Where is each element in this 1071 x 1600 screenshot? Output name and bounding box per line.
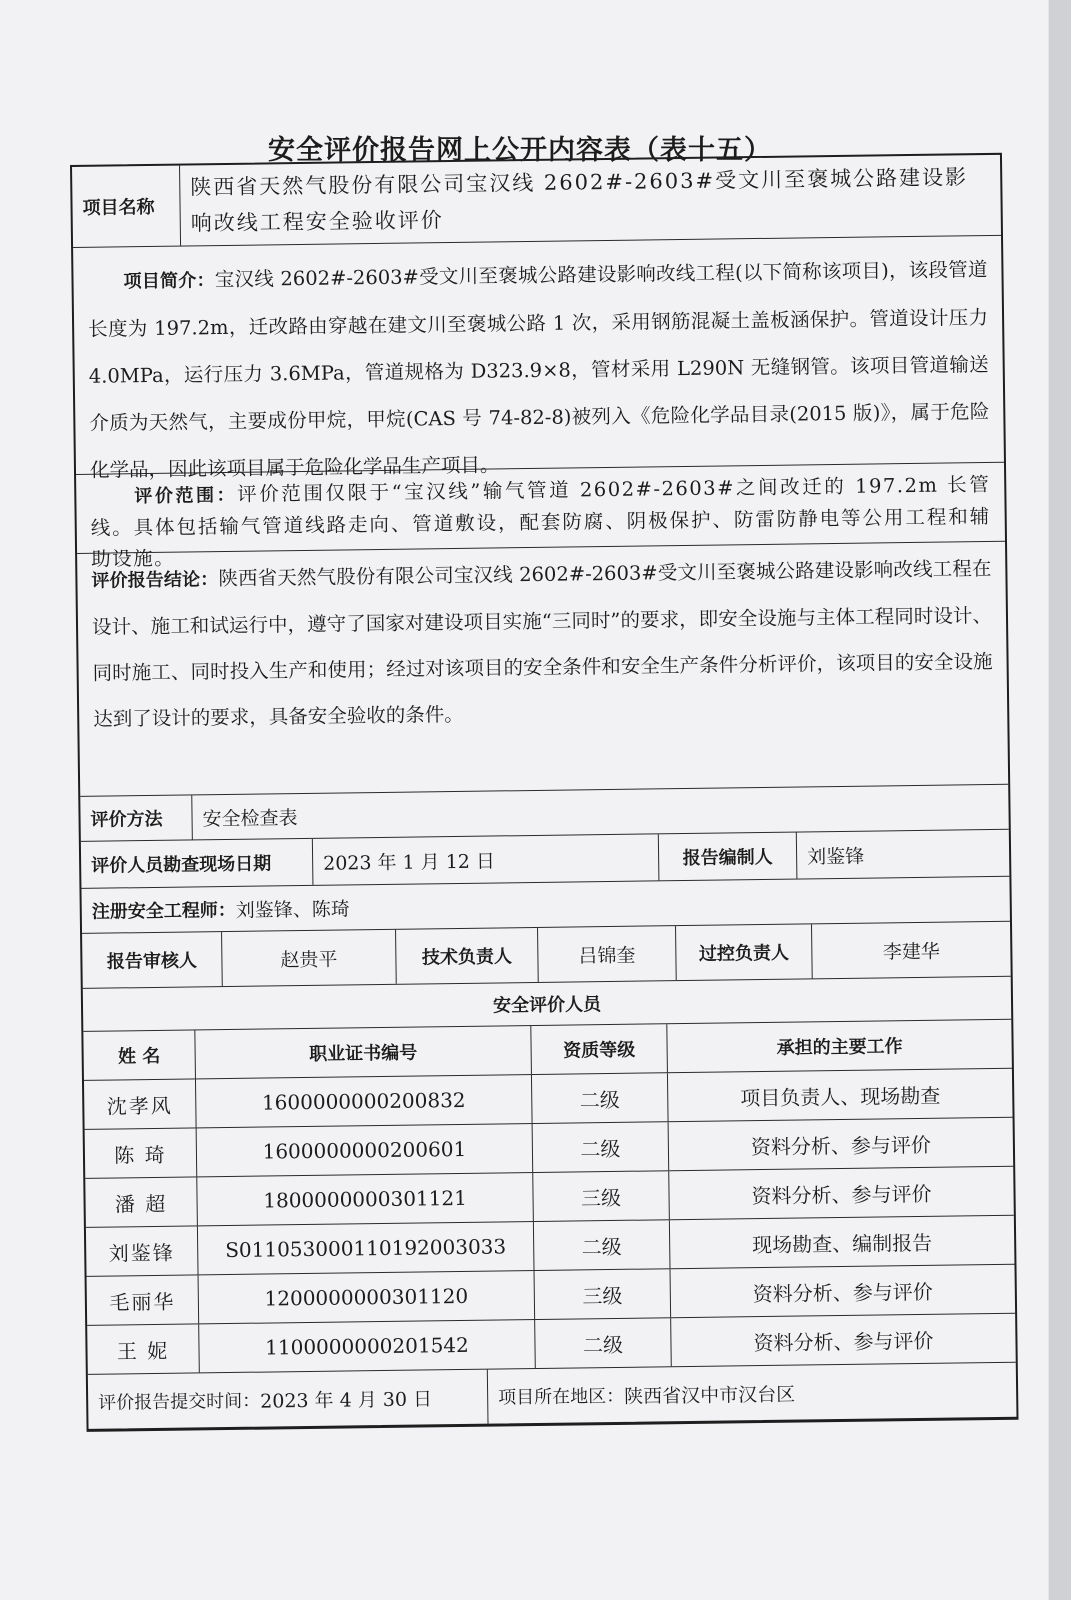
reviewer-label: 报告审核人 (82, 932, 223, 988)
person-work: 资料分析、参与评价 (751, 1181, 932, 1208)
person-work: 资料分析、参与评价 (750, 1132, 932, 1159)
intro-block (73, 236, 1004, 482)
person-name: 王 妮 (87, 1324, 200, 1373)
submit-value: 2023 年 4 月 30 日 (260, 1387, 433, 1413)
conclusion-row (77, 542, 1008, 797)
person-name: 潘 超 (85, 1177, 198, 1226)
person-name: 沈孝风 (84, 1079, 197, 1128)
footer-row (88, 1363, 1017, 1429)
location-cell (488, 1363, 1017, 1424)
survey-date-value: 2023 年 1 月 12 日 (313, 834, 660, 885)
tech-lead-value: 吕锦奎 (538, 926, 677, 982)
person-name: 陈 琦 (85, 1128, 198, 1177)
person-level: 三级 (535, 1269, 672, 1319)
person-work: 资料分析、参与评价 (752, 1279, 933, 1306)
intro-text: 宝汉线 2602#-2603#受文川至褒城公路建设影响改线工程(以下简称该项目)，该段管道长度为 197.2m，迁改路由穿越在建文川至褒城公路 1 次，采用钢筋混凝土盖板涵保护。管道设计压力 4.0MPa，运行压力 3.6MPa，管道规格为 D323.9×8，管材采用 L290N 无缝钢管。该项目管道输送介质为天然气，主要成份甲烷，甲烷(CAS 号 74-82-8)被列入《危险化学品目录(2015 版)》，属于危险化学品，因此该项目属于危险化学品生产项目。 (88, 258, 990, 482)
compiler-value: 刘鉴锋 (806, 845, 865, 868)
survey-date-label: 评价人员勘查现场日期 (81, 839, 314, 888)
person-name: 刘鉴锋 (86, 1226, 199, 1275)
person-cert: 1200000000301120 (199, 1271, 536, 1323)
method-label: 评价方法 (80, 795, 193, 840)
engineers-label: 注册安全工程师： (91, 899, 236, 923)
person-cert: 1800000000301121 (197, 1173, 534, 1225)
person-level: 二级 (533, 1122, 670, 1172)
scope-row (76, 463, 1005, 571)
header-name: 姓 名 (83, 1030, 196, 1079)
location-label: 项目所在地区： (498, 1385, 625, 1409)
engineers-value: 刘鉴锋、陈琦 (235, 897, 350, 922)
conclusion-label: 评价报告结论： (91, 569, 219, 592)
scope-text: 评价范围仅限于“宝汉线”输气管道 2602#-2603#之间改迁的 197.2m 长管线。具体包括输气管道线路走向、管道敷设，配套防腐、阴极保护、防雷防静电等公用工程和辅助设施。 (90, 472, 991, 571)
person-work: 资料分析、参与评价 (753, 1328, 934, 1355)
person-cert: 1600000000200601 (197, 1124, 534, 1176)
person-level: 二级 (535, 1318, 672, 1368)
location-value: 陕西省汉中市汉台区 (624, 1383, 796, 1408)
submit-cell (88, 1370, 489, 1429)
intro-label: 项目简介： (123, 270, 215, 293)
disclosure-table (70, 153, 1019, 1432)
header-level: 资质等级 (531, 1024, 668, 1074)
tech-lead-label: 技术负责人 (396, 928, 539, 984)
person-level: 二级 (532, 1073, 669, 1123)
process-lead-label: 过控负责人 (676, 924, 813, 980)
person-cert: 1600000000200832 (196, 1075, 533, 1127)
conclusion-text: 陕西省天然气股份有限公司宝汉线 2602#-2603#受文川至褒城公路建设影响改线工程在设计、施工和试运行中，遵守了国家对建设项目实施“三同时”的要求，即安全设施与主体工程同时设计、同时施工、同时投入生产和使用；经过对该项目的安全条件和安全生产条件分析评价，该项目的安全设施达到了设计的要求，具备安全验收的条件。 (91, 556, 993, 731)
process-lead-value: 李建华 (882, 940, 941, 963)
reviewer-value: 赵贵平 (222, 930, 397, 986)
project-name-value: 陕西省天然气股份有限公司宝汉线 2602#-2603#受文川至褒城公路建设影响改线工程安全验收评价 (190, 165, 969, 236)
document-title: 安全评价报告网上公开内容表（表十五） (268, 135, 772, 166)
person-cert: S011053000110192003033 (198, 1222, 535, 1274)
compiler-label: 报告编制人 (659, 833, 798, 881)
scope-label: 评价范围： (134, 484, 238, 508)
person-work: 现场勘查、编制报告 (752, 1230, 933, 1257)
person-work: 项目负责人、现场勘查 (740, 1083, 941, 1110)
project-name-row (72, 155, 1001, 248)
intro-row (73, 236, 1004, 482)
conclusion-block (77, 542, 1008, 796)
person-level: 二级 (534, 1220, 671, 1270)
adjacent-page-edge (1049, 0, 1071, 1600)
header-work: 承担的主要工作 (776, 1036, 903, 1059)
person-level: 三级 (533, 1171, 670, 1221)
project-name-label: 项目名称 (72, 166, 181, 247)
method-value: 安全检查表 (202, 806, 298, 830)
personnel-heading: 安全评价人员 (492, 994, 602, 1017)
scope-block (76, 463, 1005, 571)
person-name: 毛丽华 (87, 1275, 200, 1324)
header-cert: 职业证书编号 (195, 1026, 532, 1078)
submit-label: 评价报告提交时间： (98, 1390, 261, 1414)
person-cert: 1100000000201542 (199, 1320, 536, 1372)
